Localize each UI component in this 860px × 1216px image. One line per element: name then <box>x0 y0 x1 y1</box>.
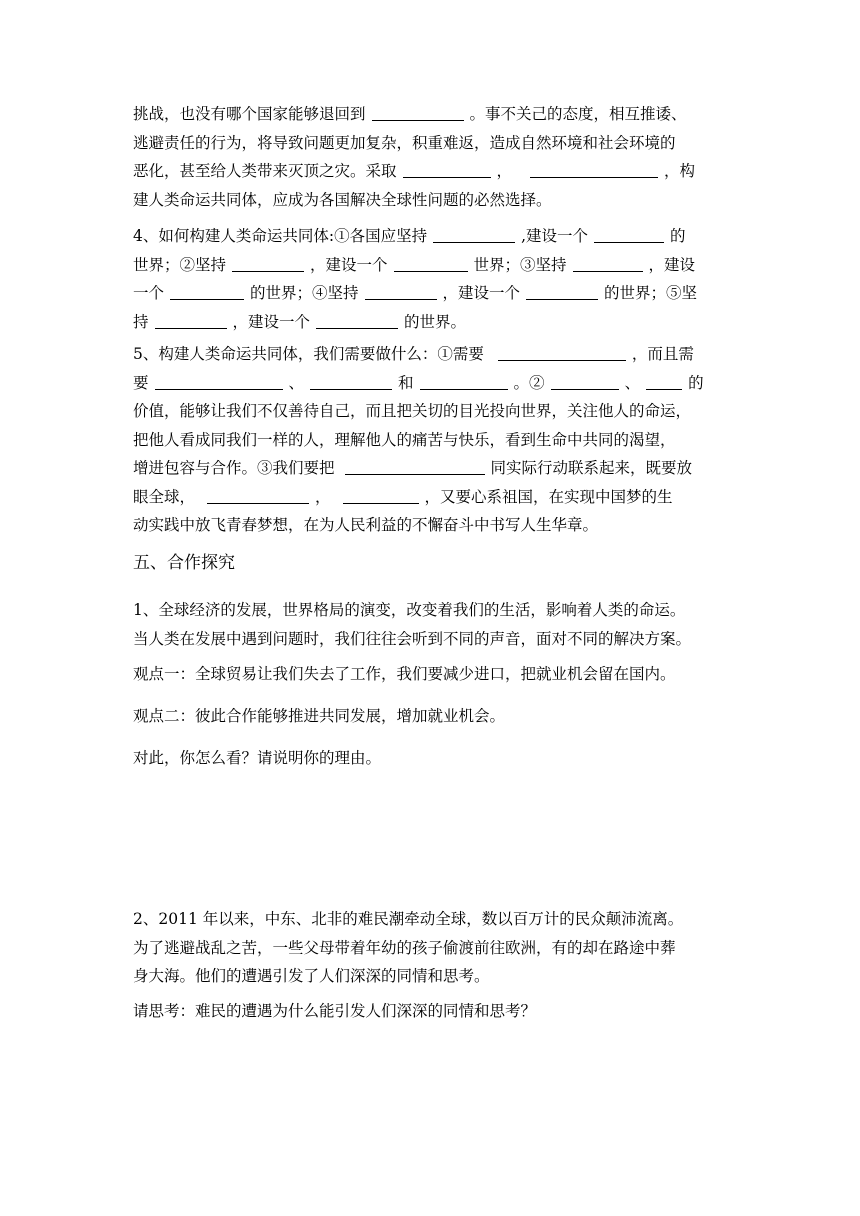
text-line: 建人类命运共同体，应成为各国解决全球性问题的必然选择。 <box>133 190 552 209</box>
fill-blank[interactable] <box>207 485 309 504</box>
text-line: 持 ，建设一个 的世界。 <box>133 308 729 337</box>
text-line: 恶化，甚至给人类带来灭顶之灾。采取 ， ，构 <box>133 157 729 186</box>
text-line: 1、全球经济的发展，世界格局的演变，改变着我们的生活，影响着人类的命运。 <box>133 601 686 619</box>
fill-blank[interactable] <box>310 371 392 390</box>
fill-blank[interactable] <box>316 310 398 329</box>
text-line: 眼全球， ， ，又要心系祖国，在实现中国梦的生 <box>133 483 729 512</box>
question-2-prompt: 请思考：难民的遭遇为什么能引发人们深深的同情和思考？ <box>133 1002 537 1020</box>
fill-blank[interactable] <box>530 159 658 178</box>
text-line: 动实践中放飞青春梦想，在为人民利益的不懈奋斗中书写人生华章。 <box>133 516 599 534</box>
text-line: 5、构建人类命运共同体，我们需要做什么：①需要 ，而且需 <box>133 340 729 369</box>
text-line: 增进包容与合作。③我们要把 同实际行动联系起来，既要放 <box>133 454 729 483</box>
question-4 <box>133 222 729 336</box>
fill-blank[interactable] <box>498 342 626 361</box>
fill-blank[interactable] <box>594 224 664 243</box>
text-line: 2、2011 年以来，中东、北非的难民潮牵动全球，数以百万计的民众颠沛流离。 <box>133 910 684 928</box>
question-1-prompt: 对此，你怎么看？请说明你的理由。 <box>133 749 382 767</box>
exploration-question-1 <box>133 596 729 653</box>
text-line: 为了逃避战乱之苦，一些父母带着年幼的孩子偷渡前往欧洲，有的却在路途中葬 <box>133 938 676 957</box>
fill-blank[interactable] <box>526 281 598 300</box>
question-5 <box>133 340 729 540</box>
fill-blank[interactable] <box>232 253 304 272</box>
text-line: 价值，能够让我们不仅善待自己，而且把关切的目光投向世界，关注他人的命运， <box>133 402 692 420</box>
fill-blank[interactable] <box>155 371 283 390</box>
fill-blank[interactable] <box>403 159 491 178</box>
exploration-question-2 <box>133 905 729 991</box>
text-line: 挑战，也没有哪个国家能够退回到 。事不关己的态度，相互推诿、 <box>133 100 729 129</box>
fill-blank[interactable] <box>365 281 437 300</box>
paragraph-global-challenges <box>133 100 729 214</box>
text-line: 当人类在发展中遇到问题时，我们往往会听到不同的声音，面对不同的解决方案。 <box>133 629 692 648</box>
fill-blank[interactable] <box>170 281 244 300</box>
section-title: 五、合作探究 <box>133 553 235 573</box>
fill-blank[interactable] <box>155 310 227 329</box>
viewpoint-two: 观点二：彼此合作能够推进共同发展，增加就业机会。 <box>133 707 506 725</box>
fill-blank[interactable] <box>394 253 468 272</box>
text-line: 要 、 和 。② 、 的 <box>133 369 729 398</box>
text-line: 4、如何构建人类命运共同体:①各国应坚持 ,建设一个 的 <box>133 222 729 251</box>
text-line: 身大海。他们的遭遇引发了人们深深的同情和思考。 <box>133 967 490 985</box>
text-line: 把他人看成同我们一样的人，理解他人的痛苦与快乐，看到生命中共同的渴望， <box>133 430 676 449</box>
fill-blank[interactable] <box>345 456 485 475</box>
fill-blank[interactable] <box>372 102 464 121</box>
viewpoint-one: 观点一：全球贸易让我们失去了工作，我们要减少进口，把就业机会留在国内。 <box>133 665 676 683</box>
fill-blank[interactable] <box>573 253 643 272</box>
text-line: 世界；②坚持 ，建设一个 世界；③坚持 ，建设 <box>133 251 729 280</box>
fill-blank[interactable] <box>433 224 515 243</box>
text-line: 逃避责任的行为，将导致问题更加复杂，积重难返，造成自然环境和社会环境的 <box>133 133 676 152</box>
fill-blank[interactable] <box>343 485 419 504</box>
text-line: 一个 的世界；④坚持 ，建设一个 的世界；⑤坚 <box>133 279 729 308</box>
fill-blank[interactable] <box>646 371 682 390</box>
fill-blank[interactable] <box>551 371 619 390</box>
fill-blank[interactable] <box>420 371 508 390</box>
